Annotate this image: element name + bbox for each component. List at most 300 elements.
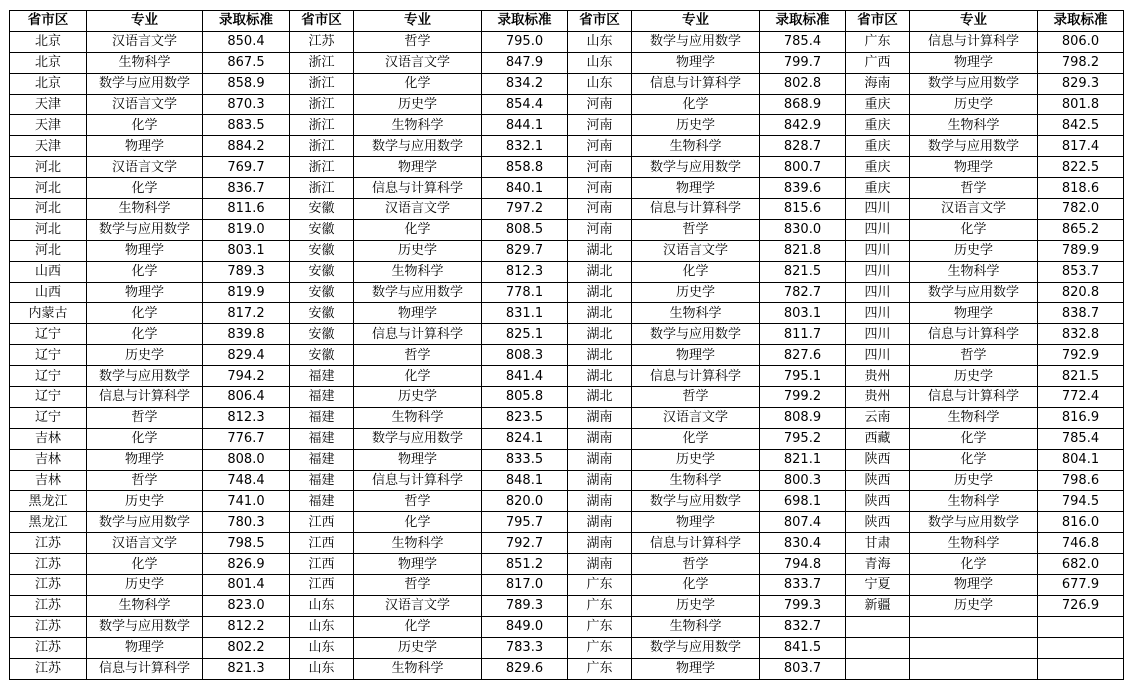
cell-major: 汉语言文学 <box>87 157 203 178</box>
cell-score: 849.0 <box>482 616 568 637</box>
cell-score: 823.0 <box>203 595 290 616</box>
cell-score: 816.0 <box>1038 512 1124 533</box>
header-province: 省市区 <box>568 11 632 32</box>
cell-province: 四川 <box>846 240 910 261</box>
cell-score: 844.1 <box>482 115 568 136</box>
table-row <box>10 345 1124 366</box>
cell-province: 四川 <box>846 303 910 324</box>
cell-province: 黑龙江 <box>10 512 87 533</box>
cell-province: 陕西 <box>846 512 910 533</box>
cell-major: 信息与计算科学 <box>354 178 482 199</box>
cell-score: 799.7 <box>760 52 846 73</box>
cell-province: 重庆 <box>846 157 910 178</box>
table-row <box>10 31 1124 52</box>
cell-major: 数学与应用数学 <box>632 157 760 178</box>
cell-score: 807.4 <box>760 512 846 533</box>
cell-major: 汉语言文学 <box>632 240 760 261</box>
cell-score: 818.6 <box>1038 178 1124 199</box>
cell-major: 生物科学 <box>910 115 1038 136</box>
cell-major: 信息与计算科学 <box>910 324 1038 345</box>
cell-province: 浙江 <box>290 52 354 73</box>
cell-score: 847.9 <box>482 52 568 73</box>
cell-province: 湖南 <box>568 512 632 533</box>
cell-major: 化学 <box>910 219 1038 240</box>
cell-major: 汉语言文学 <box>87 94 203 115</box>
cell-score: 841.4 <box>482 366 568 387</box>
cell-major: 化学 <box>910 428 1038 449</box>
cell-major: 生物科学 <box>354 658 482 679</box>
cell-major: 哲学 <box>354 491 482 512</box>
cell-score: 830.0 <box>760 219 846 240</box>
cell-province: 江西 <box>290 575 354 596</box>
cell-score: 840.1 <box>482 178 568 199</box>
cell-province: 安徽 <box>290 303 354 324</box>
cell-score: 830.4 <box>760 533 846 554</box>
cell-major: 生物科学 <box>910 407 1038 428</box>
cell-score: 798.6 <box>1038 470 1124 491</box>
cell-province: 青海 <box>846 554 910 575</box>
cell-score: 867.5 <box>203 52 290 73</box>
admission-score-table <box>9 10 1124 680</box>
cell-major: 哲学 <box>354 575 482 596</box>
cell-major: 化学 <box>632 261 760 282</box>
table-row <box>10 575 1124 596</box>
cell-major: 生物科学 <box>910 533 1038 554</box>
cell-score: 801.8 <box>1038 94 1124 115</box>
cell-province: 福建 <box>290 470 354 491</box>
cell-major: 化学 <box>87 554 203 575</box>
cell-province: 湖北 <box>568 303 632 324</box>
cell-province: 贵州 <box>846 366 910 387</box>
cell-score: 817.0 <box>482 575 568 596</box>
cell-score: 817.4 <box>1038 136 1124 157</box>
cell-score: 821.5 <box>760 261 846 282</box>
cell-score: 799.3 <box>760 595 846 616</box>
cell-province: 重庆 <box>846 115 910 136</box>
cell-province: 山东 <box>568 52 632 73</box>
cell-score: 823.5 <box>482 407 568 428</box>
cell-major: 数学与应用数学 <box>910 512 1038 533</box>
cell-major: 数学与应用数学 <box>910 282 1038 303</box>
cell-province: 贵州 <box>846 387 910 408</box>
cell-score: 806.0 <box>1038 31 1124 52</box>
cell-major: 物理学 <box>354 554 482 575</box>
cell-major: 信息与计算科学 <box>87 387 203 408</box>
cell-score: 831.1 <box>482 303 568 324</box>
cell-province: 四川 <box>846 219 910 240</box>
cell-major: 生物科学 <box>354 261 482 282</box>
cell-major: 物理学 <box>910 52 1038 73</box>
cell-major: 数学与应用数学 <box>354 282 482 303</box>
cell-score: 776.7 <box>203 428 290 449</box>
cell-score: 746.8 <box>1038 533 1124 554</box>
cell-province: 河南 <box>568 115 632 136</box>
header-score: 录取标准 <box>760 11 846 32</box>
cell-score: 812.3 <box>203 407 290 428</box>
cell-score: 850.4 <box>203 31 290 52</box>
cell-province: 河南 <box>568 157 632 178</box>
cell-major: 化学 <box>87 115 203 136</box>
cell-major: 历史学 <box>354 94 482 115</box>
cell-province: 河北 <box>10 178 87 199</box>
cell-province: 河北 <box>10 157 87 178</box>
cell-province: 天津 <box>10 115 87 136</box>
cell-province: 重庆 <box>846 136 910 157</box>
cell-score: 848.1 <box>482 470 568 491</box>
cell-score: 822.5 <box>1038 157 1124 178</box>
cell-major: 哲学 <box>87 470 203 491</box>
cell-province: 北京 <box>10 31 87 52</box>
cell-score: 792.9 <box>1038 345 1124 366</box>
cell-score: 795.0 <box>482 31 568 52</box>
cell-province <box>846 637 910 658</box>
cell-score: 808.9 <box>760 407 846 428</box>
cell-major: 数学与应用数学 <box>632 637 760 658</box>
cell-score: 836.7 <box>203 178 290 199</box>
cell-major: 历史学 <box>910 240 1038 261</box>
cell-province: 湖北 <box>568 387 632 408</box>
cell-score: 832.8 <box>1038 324 1124 345</box>
cell-score: 854.4 <box>482 94 568 115</box>
cell-major: 物理学 <box>87 136 203 157</box>
cell-major: 数学与应用数学 <box>87 219 203 240</box>
cell-major: 化学 <box>632 428 760 449</box>
cell-score <box>1038 658 1124 679</box>
cell-province: 四川 <box>846 261 910 282</box>
cell-score: 817.2 <box>203 303 290 324</box>
cell-major: 生物科学 <box>910 261 1038 282</box>
cell-major <box>910 637 1038 658</box>
table-row <box>10 491 1124 512</box>
cell-province: 重庆 <box>846 178 910 199</box>
cell-province <box>846 616 910 637</box>
cell-major: 生物科学 <box>632 616 760 637</box>
table-row <box>10 303 1124 324</box>
table-row <box>10 387 1124 408</box>
cell-score: 794.8 <box>760 554 846 575</box>
cell-province: 吉林 <box>10 449 87 470</box>
cell-score: 797.2 <box>482 199 568 220</box>
table-row <box>10 637 1124 658</box>
cell-score: 800.3 <box>760 470 846 491</box>
admission-table-sheet <box>9 10 1108 677</box>
cell-province: 西藏 <box>846 428 910 449</box>
cell-province: 宁夏 <box>846 575 910 596</box>
cell-major <box>910 658 1038 679</box>
cell-major: 历史学 <box>632 449 760 470</box>
cell-province: 湖南 <box>568 449 632 470</box>
cell-major: 信息与计算科学 <box>632 199 760 220</box>
cell-major: 历史学 <box>354 637 482 658</box>
table-row <box>10 94 1124 115</box>
cell-province: 河南 <box>568 94 632 115</box>
table-row <box>10 428 1124 449</box>
cell-score: 741.0 <box>203 491 290 512</box>
cell-province: 福建 <box>290 449 354 470</box>
cell-province: 广东 <box>568 595 632 616</box>
cell-province: 湖南 <box>568 428 632 449</box>
cell-province: 河北 <box>10 240 87 261</box>
cell-province: 江西 <box>290 512 354 533</box>
cell-score: 829.4 <box>203 345 290 366</box>
cell-province: 辽宁 <box>10 324 87 345</box>
table-row <box>10 449 1124 470</box>
cell-major: 历史学 <box>87 345 203 366</box>
cell-score: 798.2 <box>1038 52 1124 73</box>
cell-score: 832.1 <box>482 136 568 157</box>
cell-major: 生物科学 <box>354 115 482 136</box>
cell-score: 841.5 <box>760 637 846 658</box>
table-row <box>10 157 1124 178</box>
cell-score: 778.1 <box>482 282 568 303</box>
cell-score: 826.9 <box>203 554 290 575</box>
cell-province: 浙江 <box>290 115 354 136</box>
cell-province: 江苏 <box>10 595 87 616</box>
cell-province: 辽宁 <box>10 407 87 428</box>
cell-province: 山东 <box>290 616 354 637</box>
table-row <box>10 199 1124 220</box>
cell-score: 808.3 <box>482 345 568 366</box>
table-row <box>10 658 1124 679</box>
cell-major: 哲学 <box>632 387 760 408</box>
cell-major: 物理学 <box>632 658 760 679</box>
cell-score: 748.4 <box>203 470 290 491</box>
cell-major: 生物科学 <box>354 533 482 554</box>
header-province: 省市区 <box>846 11 910 32</box>
cell-major: 生物科学 <box>87 595 203 616</box>
cell-score: 812.2 <box>203 616 290 637</box>
cell-province: 湖南 <box>568 407 632 428</box>
cell-province: 福建 <box>290 491 354 512</box>
cell-score: 698.1 <box>760 491 846 512</box>
cell-major: 数学与应用数学 <box>910 136 1038 157</box>
cell-score: 811.7 <box>760 324 846 345</box>
cell-score: 829.6 <box>482 658 568 679</box>
cell-score: 802.8 <box>760 73 846 94</box>
cell-score: 798.5 <box>203 533 290 554</box>
cell-major: 信息与计算科学 <box>632 533 760 554</box>
cell-major: 汉语言文学 <box>87 533 203 554</box>
cell-score: 726.9 <box>1038 595 1124 616</box>
cell-province: 重庆 <box>846 94 910 115</box>
cell-major: 物理学 <box>354 303 482 324</box>
cell-score: 839.8 <box>203 324 290 345</box>
cell-province: 浙江 <box>290 136 354 157</box>
cell-major: 化学 <box>910 449 1038 470</box>
cell-major: 数学与应用数学 <box>87 616 203 637</box>
cell-province: 天津 <box>10 136 87 157</box>
cell-province: 浙江 <box>290 157 354 178</box>
cell-major: 物理学 <box>87 282 203 303</box>
cell-province: 浙江 <box>290 94 354 115</box>
cell-province: 山东 <box>568 31 632 52</box>
cell-score: 833.7 <box>760 575 846 596</box>
cell-province: 广西 <box>846 52 910 73</box>
header-score: 录取标准 <box>482 11 568 32</box>
cell-major: 生物科学 <box>354 407 482 428</box>
cell-major: 化学 <box>87 178 203 199</box>
cell-province: 云南 <box>846 407 910 428</box>
cell-major: 哲学 <box>910 345 1038 366</box>
cell-major: 历史学 <box>354 387 482 408</box>
cell-major: 化学 <box>354 73 482 94</box>
table-row <box>10 52 1124 73</box>
cell-score: 785.4 <box>760 31 846 52</box>
header-province: 省市区 <box>290 11 354 32</box>
cell-major: 数学与应用数学 <box>632 31 760 52</box>
cell-province: 北京 <box>10 73 87 94</box>
table-row <box>10 282 1124 303</box>
cell-score: 858.9 <box>203 73 290 94</box>
cell-province: 湖南 <box>568 470 632 491</box>
header-province: 省市区 <box>10 11 87 32</box>
cell-major: 化学 <box>354 512 482 533</box>
cell-major: 哲学 <box>354 345 482 366</box>
header-row <box>10 11 1124 32</box>
cell-score: 808.5 <box>482 219 568 240</box>
cell-major: 物理学 <box>910 575 1038 596</box>
cell-major: 生物科学 <box>910 491 1038 512</box>
cell-major: 信息与计算科学 <box>632 366 760 387</box>
cell-score <box>1038 637 1124 658</box>
cell-score: 799.2 <box>760 387 846 408</box>
cell-score: 853.7 <box>1038 261 1124 282</box>
cell-province: 湖北 <box>568 366 632 387</box>
cell-province: 广东 <box>846 31 910 52</box>
cell-score: 782.0 <box>1038 199 1124 220</box>
cell-score: 832.7 <box>760 616 846 637</box>
cell-score: 801.4 <box>203 575 290 596</box>
cell-province: 江苏 <box>290 31 354 52</box>
cell-province: 安徽 <box>290 219 354 240</box>
cell-major: 化学 <box>354 616 482 637</box>
cell-major: 物理学 <box>87 449 203 470</box>
cell-major: 历史学 <box>910 470 1038 491</box>
cell-score: 808.0 <box>203 449 290 470</box>
table-row <box>10 240 1124 261</box>
cell-major: 生物科学 <box>632 136 760 157</box>
cell-score: 803.1 <box>760 303 846 324</box>
cell-province: 广东 <box>568 616 632 637</box>
table-row <box>10 136 1124 157</box>
table-row <box>10 616 1124 637</box>
table-row <box>10 595 1124 616</box>
cell-province: 四川 <box>846 324 910 345</box>
cell-score: 789.3 <box>203 261 290 282</box>
cell-province: 江西 <box>290 554 354 575</box>
cell-province: 河北 <box>10 199 87 220</box>
cell-province: 吉林 <box>10 428 87 449</box>
cell-province: 浙江 <box>290 73 354 94</box>
cell-score: 780.3 <box>203 512 290 533</box>
cell-province: 福建 <box>290 428 354 449</box>
cell-province: 广东 <box>568 658 632 679</box>
cell-score: 769.7 <box>203 157 290 178</box>
cell-province: 山东 <box>568 73 632 94</box>
cell-major: 化学 <box>87 324 203 345</box>
cell-score: 803.7 <box>760 658 846 679</box>
cell-score: 865.2 <box>1038 219 1124 240</box>
cell-score: 821.5 <box>1038 366 1124 387</box>
cell-province: 江西 <box>290 533 354 554</box>
cell-major: 化学 <box>632 94 760 115</box>
header-major: 专业 <box>87 11 203 32</box>
cell-province: 福建 <box>290 366 354 387</box>
cell-score: 815.6 <box>760 199 846 220</box>
cell-province: 安徽 <box>290 199 354 220</box>
cell-province: 山东 <box>290 595 354 616</box>
cell-score: 883.5 <box>203 115 290 136</box>
cell-province: 黑龙江 <box>10 491 87 512</box>
cell-score: 828.7 <box>760 136 846 157</box>
cell-major: 物理学 <box>632 512 760 533</box>
cell-score: 884.2 <box>203 136 290 157</box>
cell-score: 851.2 <box>482 554 568 575</box>
cell-major: 历史学 <box>632 282 760 303</box>
table-row <box>10 261 1124 282</box>
cell-score: 842.9 <box>760 115 846 136</box>
cell-major: 汉语言文学 <box>354 595 482 616</box>
cell-score: 829.3 <box>1038 73 1124 94</box>
cell-major: 历史学 <box>910 94 1038 115</box>
cell-province: 河南 <box>568 136 632 157</box>
cell-province: 江苏 <box>10 637 87 658</box>
cell-score <box>1038 616 1124 637</box>
cell-province: 山东 <box>290 637 354 658</box>
cell-score: 839.6 <box>760 178 846 199</box>
table-row <box>10 73 1124 94</box>
table-row <box>10 324 1124 345</box>
cell-major: 物理学 <box>87 637 203 658</box>
cell-province: 湖北 <box>568 324 632 345</box>
cell-score: 794.2 <box>203 366 290 387</box>
cell-score: 811.6 <box>203 199 290 220</box>
cell-major: 哲学 <box>87 407 203 428</box>
cell-province: 湖南 <box>568 491 632 512</box>
cell-province: 浙江 <box>290 178 354 199</box>
cell-major: 历史学 <box>910 366 1038 387</box>
cell-major: 数学与应用数学 <box>87 512 203 533</box>
cell-score: 868.9 <box>760 94 846 115</box>
cell-province: 湖北 <box>568 345 632 366</box>
cell-major <box>910 616 1038 637</box>
cell-major: 哲学 <box>632 554 760 575</box>
cell-score: 838.7 <box>1038 303 1124 324</box>
cell-major: 化学 <box>87 261 203 282</box>
cell-score: 794.5 <box>1038 491 1124 512</box>
cell-province: 辽宁 <box>10 366 87 387</box>
cell-province: 河南 <box>568 178 632 199</box>
cell-score: 820.8 <box>1038 282 1124 303</box>
table-row <box>10 533 1124 554</box>
cell-score: 795.1 <box>760 366 846 387</box>
cell-province: 河北 <box>10 219 87 240</box>
cell-province: 内蒙古 <box>10 303 87 324</box>
cell-major: 化学 <box>632 575 760 596</box>
cell-province: 江苏 <box>10 658 87 679</box>
cell-province: 北京 <box>10 52 87 73</box>
cell-score: 820.0 <box>482 491 568 512</box>
cell-major: 信息与计算科学 <box>87 658 203 679</box>
cell-major: 生物科学 <box>87 199 203 220</box>
cell-province: 湖北 <box>568 240 632 261</box>
cell-province: 四川 <box>846 282 910 303</box>
cell-province: 甘肃 <box>846 533 910 554</box>
cell-score: 833.5 <box>482 449 568 470</box>
cell-province: 天津 <box>10 94 87 115</box>
cell-province: 安徽 <box>290 345 354 366</box>
header-score: 录取标准 <box>1038 11 1124 32</box>
